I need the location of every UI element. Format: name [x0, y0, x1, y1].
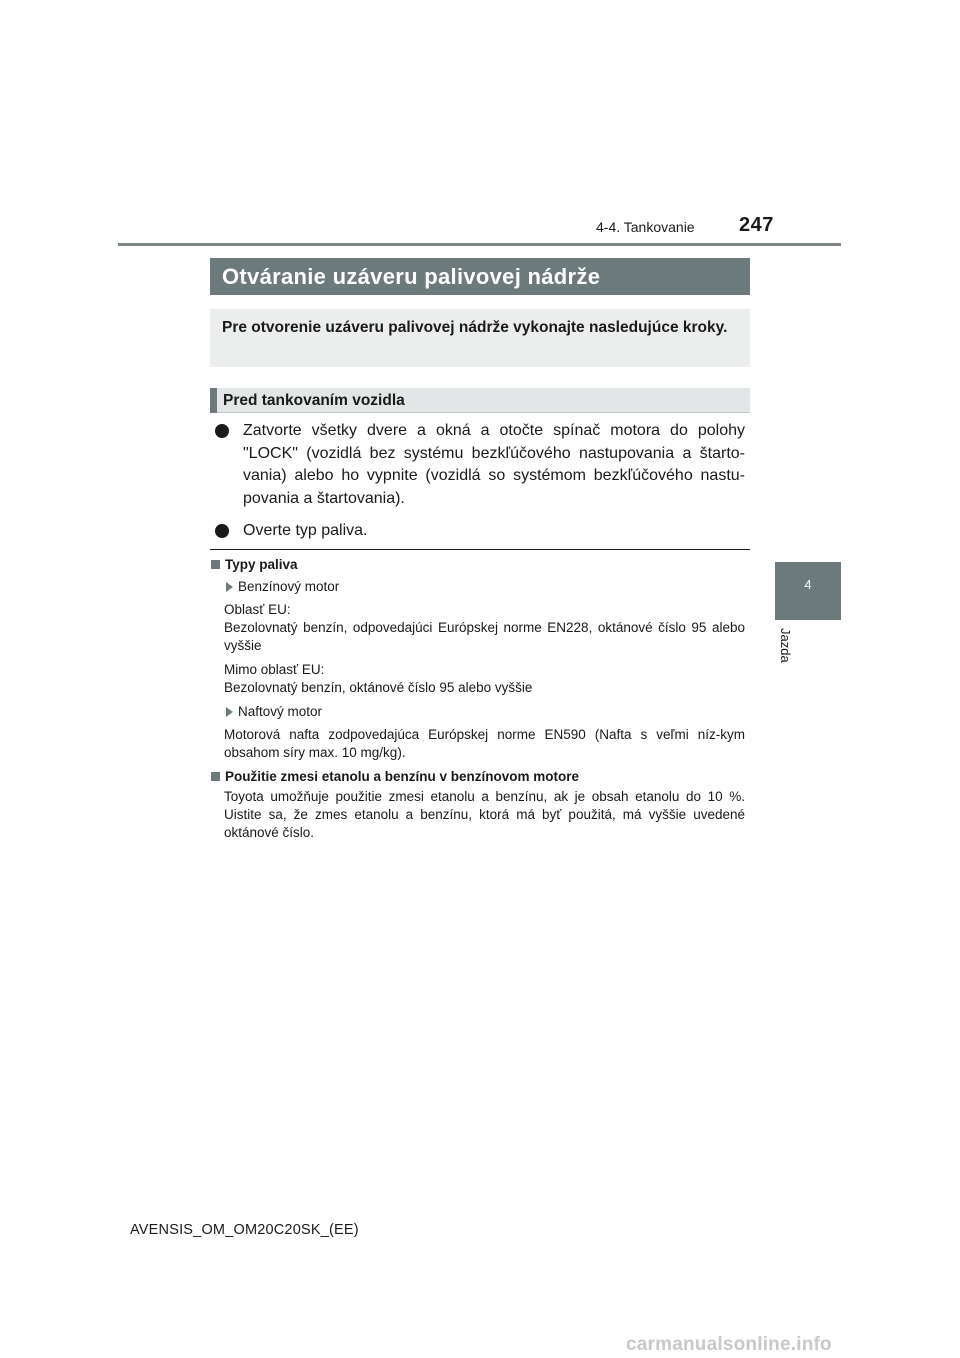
non-eu-label: Mimo oblasť EU: [224, 662, 325, 677]
notes-section [211, 556, 745, 848]
note-heading-fuel-types [211, 556, 745, 574]
eu-text: Bezolovnatý benzín, odpovedajúci Európskej norme EN228, oktánové číslo 95 alebo vyššie [224, 620, 745, 653]
chapter-label-wrap [773, 628, 813, 688]
diesel-note: Motorová nafta zodpovedajúca Európskej norme EN590 (Nafta s veľmi níz-kym obsahom síry max. 10 mg/kg). [224, 727, 745, 760]
note-heading-text: Typy paliva [225, 557, 298, 572]
bullet-dot-icon [215, 524, 229, 538]
bullet-list [211, 420, 745, 553]
bullet-text: Zatvorte všetky dvere a okná a otočte spínač motora do polohy "LOCK" (vozidlá bez systému bezkľúčového nastupovania a štarto-vania) alebo ho vypnite (vozidlá so systémom bezkľúčového nastu-povania a štartovania). [243, 422, 745, 507]
title-bar [210, 258, 750, 295]
watermark: carmanualsonline.info [626, 1334, 832, 1355]
petrol-engine-item [211, 578, 745, 596]
footer-code: AVENSIS_OM_OM20C20SK_(EE) [130, 1222, 359, 1238]
eu-label: Oblasť EU: [224, 602, 291, 617]
intro-box [210, 309, 750, 367]
triangle-bullet-icon [226, 707, 233, 717]
triangle-bullet-icon [226, 582, 233, 592]
chapter-tab: 4 [775, 562, 841, 620]
bullet-dot-icon [215, 424, 229, 438]
subheading: Pred tankovaním vozidla [223, 392, 405, 409]
bullet-text: Overte typ paliva. [243, 522, 368, 539]
bullet-item [211, 520, 745, 543]
subheading-marker [210, 388, 217, 413]
page-number: 247 [739, 214, 774, 236]
square-bullet-icon [211, 560, 220, 569]
chapter-label: Jazda [778, 628, 793, 663]
notes-rule [210, 549, 750, 550]
eu-note [211, 601, 745, 655]
ethanol-note: Toyota umožňuje použitie zmesi etanolu a benzínu, ak je obsah etanolu do 10 %. Uistite sa, že zmes etanolu a benzínu, ktorá má byť použitá, má vyššie uvedené oktánové číslo. [224, 789, 745, 840]
non-eu-text: Bezolovnatý benzín, oktánové číslo 95 alebo vyššie [224, 680, 533, 695]
section-header: 4-4. Tankovanie [596, 219, 695, 235]
square-bullet-icon [211, 772, 220, 781]
intro-text: Pre otvorenie uzáveru palivovej nádrže vykonajte nasledujúce kroky. [222, 319, 728, 336]
note-heading-ethanol [211, 768, 745, 786]
bullet-item [211, 420, 745, 510]
note-heading-text: Použitie zmesi etanolu a benzínu v benzínovom motore [225, 769, 580, 784]
header-rule [118, 243, 841, 246]
subheading-bar [210, 388, 750, 413]
diesel-engine-item [211, 703, 745, 721]
petrol-engine-label: Benzínový motor [238, 579, 340, 594]
page-title: Otváranie uzáveru palivovej nádrže [222, 264, 601, 289]
diesel-engine-label: Naftový motor [238, 704, 323, 719]
non-eu-note [211, 661, 745, 697]
